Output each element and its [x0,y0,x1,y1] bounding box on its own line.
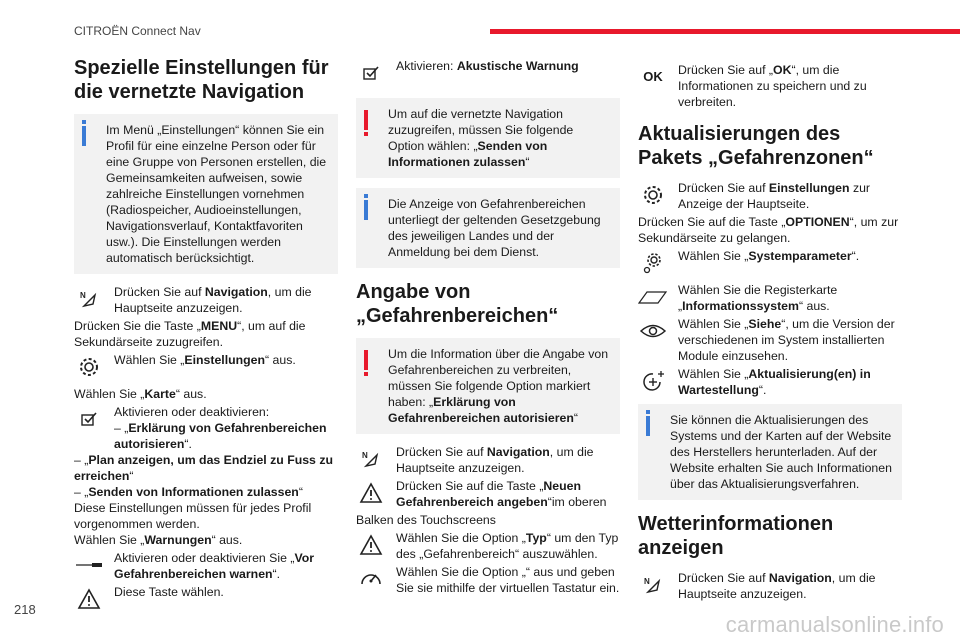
warning-note [356,98,620,178]
step-settings [638,180,902,212]
info-icon [82,126,86,146]
option-line: – „Plan anzeigen, um das Endziel zu Fuss zu erreichen“ [74,453,333,483]
step-text: Diese Taste wählen. [114,585,224,599]
checkbox-icon [74,406,104,432]
section-heading: Spezielle Einstellungen für die vernetzte Navigation [74,57,329,103]
section-heading: Wetterinformationen anzeigen [638,513,834,559]
option-line: – „Senden von Informationen zulassen“ [74,485,303,499]
gear-icon [74,354,104,380]
step-new-zone [356,478,620,510]
step-speed [356,564,620,596]
warning-triangle-icon [356,480,386,506]
step-info-tab [638,282,902,314]
settings-gears-icon [638,250,668,276]
navigation-icon [356,446,386,472]
page-number: 218 [14,602,36,617]
info-note-text: Sie können die Aktualisierungen des Systems und der Karten auf der Website des Herstellers herunterladen. Auf der Website erhalten Sie auch Informationen über das Aktualisierungsverfahren. [670,413,892,491]
step-text: Drücken Sie auf die Taste „Neuen Gefahrenbereich angeben“im oberen [396,479,607,509]
paragraph: Wählen Sie „Warnungen“ aus. [74,533,243,547]
step-text: Drücken Sie auf Einstellungen zur Anzeige der Hauptseite. [678,181,871,211]
paragraph: Drücken Sie auf die Taste „OPTIONEN“, um zur Sekundärseite zu gelangen. [638,215,899,245]
info-note [638,404,902,500]
step-text: Wählen Sie die Option „“ aus und geben Sie sie mithilfe der virtuellen Tastatur ein. [396,565,620,595]
warning-note-text: Um auf die vernetzte Navigation zuzugreifen, müssen Sie folgende Option wählen: „Senden von Informationen zulassen“ [388,107,574,169]
info-icon [364,200,368,220]
warning-note [356,338,620,434]
step-warnings [74,550,338,582]
ok-icon: OK [643,69,663,84]
step-view [638,316,902,364]
step-system-params [638,248,902,280]
svg-text:N: N [362,451,368,460]
paragraph: Balken des Touchscreens [356,513,496,527]
warning-note-text: Um die Information über die Angabe von Gefahrenbereichen zu verbreiten, müssen Sie folgende Option markiert haben: „Erklärung von Gefahrenbereichen autorisieren“ [388,347,609,425]
navigation-icon [74,286,104,312]
navigation-icon [638,572,668,598]
step-ok [638,62,902,110]
step-text: Aktivieren oder deaktivieren Sie „Vor Gefahrenbereichen warnen“. [114,551,315,581]
step-navigation [638,570,902,602]
watermark: carmanualsonline.info [725,612,944,637]
exclamation-icon [364,350,368,370]
step-type [356,530,620,562]
info-note-text: Im Menü „Einstellungen“ können Sie ein Profil für eine einzelne Person oder für eine Gruppe von Personen erstellen, die Gemeinsamkeiten aufweisen, sowie zahlreiche Einstellungen vornehmen (Radiospeicher, Audioeinstellungen, Navigationsverlauf, Kontaktfavoriten usw.). Die Einstellungen werden automatisch berücksichtigt. [106,123,327,265]
step-text: Wählen Sie die Registerkarte „Informationssystem“ aus. [678,283,838,313]
step-text: Drücken Sie auf Navigation, um die Hauptseite anzuzeigen. [114,285,312,315]
checkbox-icon [356,60,386,86]
step-text: Aktivieren oder deaktivieren: [114,405,270,419]
header-title: CITROËN Connect Nav [74,24,201,38]
refresh-plus-icon [638,368,668,394]
warning-triangle-icon [356,532,386,558]
step-acoustic [356,58,620,90]
column-2 [356,56,620,598]
step-text: Drücken Sie auf Navigation, um die Hauptseite anzuzeigen. [396,445,594,475]
step-text: Wählen Sie „Siehe“, um die Version der verschiedenen im System installierten Module einzusehen. [678,317,895,363]
info-note [74,114,338,274]
step-text: Drücken Sie auf Navigation, um die Hauptseite anzuzeigen. [678,571,876,601]
step-settings [74,352,338,384]
option-line: – „Erklärung von Gefahrenbereichen autorisieren“. [114,421,327,451]
step-text: Wählen Sie „Einstellungen“ aus. [114,353,296,367]
step-text: Aktivieren: Akustische Warnung [396,59,579,73]
paragraph: Wählen Sie „Karte“ aus. [74,387,207,401]
step-updates [638,366,902,398]
step-navigation [356,444,620,476]
step-text: Drücken Sie auf „OK“, um die Informationen zu speichern und zu verbreiten. [678,63,867,109]
svg-text:N: N [644,577,650,586]
info-note-text: Die Anzeige von Gefahrenbereichen unterliegt der geltenden Gesetzgebung des jeweiligen Landes und der Anmeldung bei dem Dienst. [388,197,601,259]
step-navigation [74,284,338,316]
svg-text:N: N [80,291,86,300]
step-select [74,584,338,606]
speedometer-icon [356,566,386,592]
step-text: Wählen Sie „Aktualisierung(en) in Wartestellung“. [678,367,871,397]
tab-icon [638,284,668,310]
paragraph: Drücken Sie die Taste „MENU“, um auf die Sekundärseite zuzugreifen. [74,319,306,349]
step-text: Wählen Sie die Option „Typ“ um den Typ des „Gefahrenbereich“ auszuwählen. [396,531,619,561]
toggle-switch-icon [74,552,104,578]
exclamation-icon [364,110,368,130]
info-note [356,188,620,268]
column-3 [638,60,902,604]
eye-icon [638,318,668,344]
info-icon [646,416,650,436]
column-1 [74,56,338,608]
header-accent-bar [490,29,960,34]
gear-icon [638,182,668,208]
warning-triangle-icon [74,586,104,612]
step-toggle [74,404,338,420]
step-text: Wählen Sie „Systemparameter“. [678,249,860,263]
section-heading: Angabe von „Gefahrenbereichen“ [356,281,559,327]
section-heading: Aktualisierungen des Pakets „Gefahrenzonen“ [638,123,874,169]
paragraph: Diese Einstellungen müssen für jedes Profil vorgenommen werden. [74,501,312,531]
